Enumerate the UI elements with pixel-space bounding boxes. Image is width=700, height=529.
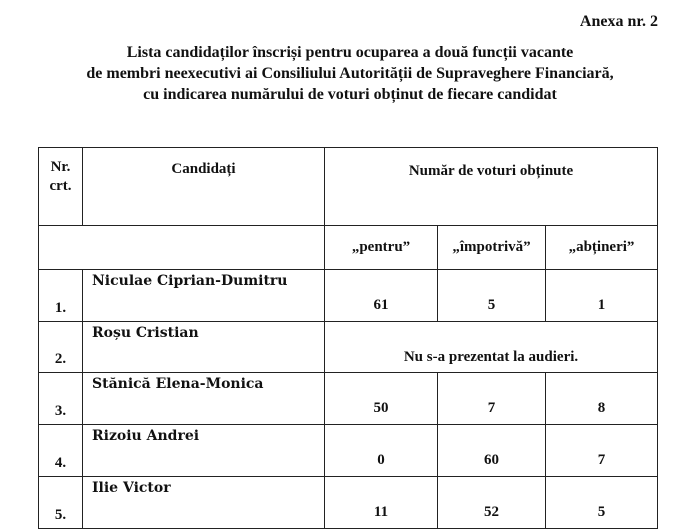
table-row xyxy=(39,322,658,373)
candidate-name: Ilie Victor xyxy=(83,477,325,529)
votes-against: 7 xyxy=(438,373,546,425)
row-nr: 1. xyxy=(39,270,83,322)
header-candidates: Candidați xyxy=(83,148,325,226)
title-line: cu indicarea numărului de voturi obținut de fiecare candidat xyxy=(143,86,557,103)
votes-against: 60 xyxy=(438,425,546,477)
votes-against: 5 xyxy=(438,270,546,322)
votes-table xyxy=(38,147,658,529)
title-line: de membri neexecutivi ai Consiliului Autorității de Supraveghere Financiară, xyxy=(86,65,614,82)
candidate-name: Stănică Elena-Monica xyxy=(83,373,325,425)
votes-abstentions: 8 xyxy=(546,373,658,425)
candidate-name: Roșu Cristian xyxy=(83,322,325,373)
votes-abstentions: 7 xyxy=(546,425,658,477)
votes-for: 50 xyxy=(325,373,438,425)
table-row xyxy=(39,425,658,477)
row-nr: 5. xyxy=(39,477,83,529)
subheader-empty xyxy=(39,226,325,270)
row-nr: 3. xyxy=(39,373,83,425)
table-subheader-row xyxy=(39,226,658,270)
votes-for: 61 xyxy=(325,270,438,322)
header-against: „împotrivă” xyxy=(438,226,546,270)
votes-abstentions: 1 xyxy=(546,270,658,322)
document-title xyxy=(0,42,700,105)
table-row xyxy=(39,270,658,322)
row-nr: 2. xyxy=(39,322,83,373)
header-crt: crt. xyxy=(49,178,72,194)
votes-for: 11 xyxy=(325,477,438,529)
absence-note: Nu s-a prezentat la audieri. xyxy=(325,322,658,373)
header-nr-crt xyxy=(39,148,83,226)
candidate-name: Rizoiu Andrei xyxy=(83,425,325,477)
title-line: Lista candidaților înscriși pentru ocuparea a două funcții vacante xyxy=(126,44,574,61)
annex-label: Anexa nr. 2 xyxy=(579,13,658,30)
header-nr: Nr. xyxy=(50,159,71,175)
votes-against: 52 xyxy=(438,477,546,529)
candidate-name: Niculae Ciprian-Dumitru xyxy=(83,270,325,322)
header-votes: Număr de voturi obținute xyxy=(325,148,658,226)
header-abstentions: „abțineri” xyxy=(546,226,658,270)
votes-for: 0 xyxy=(325,425,438,477)
table-row xyxy=(39,477,658,529)
header-for: „pentru” xyxy=(325,226,438,270)
votes-abstentions: 5 xyxy=(546,477,658,529)
table-header-row xyxy=(39,148,658,226)
row-nr: 4. xyxy=(39,425,83,477)
table-row xyxy=(39,373,658,425)
